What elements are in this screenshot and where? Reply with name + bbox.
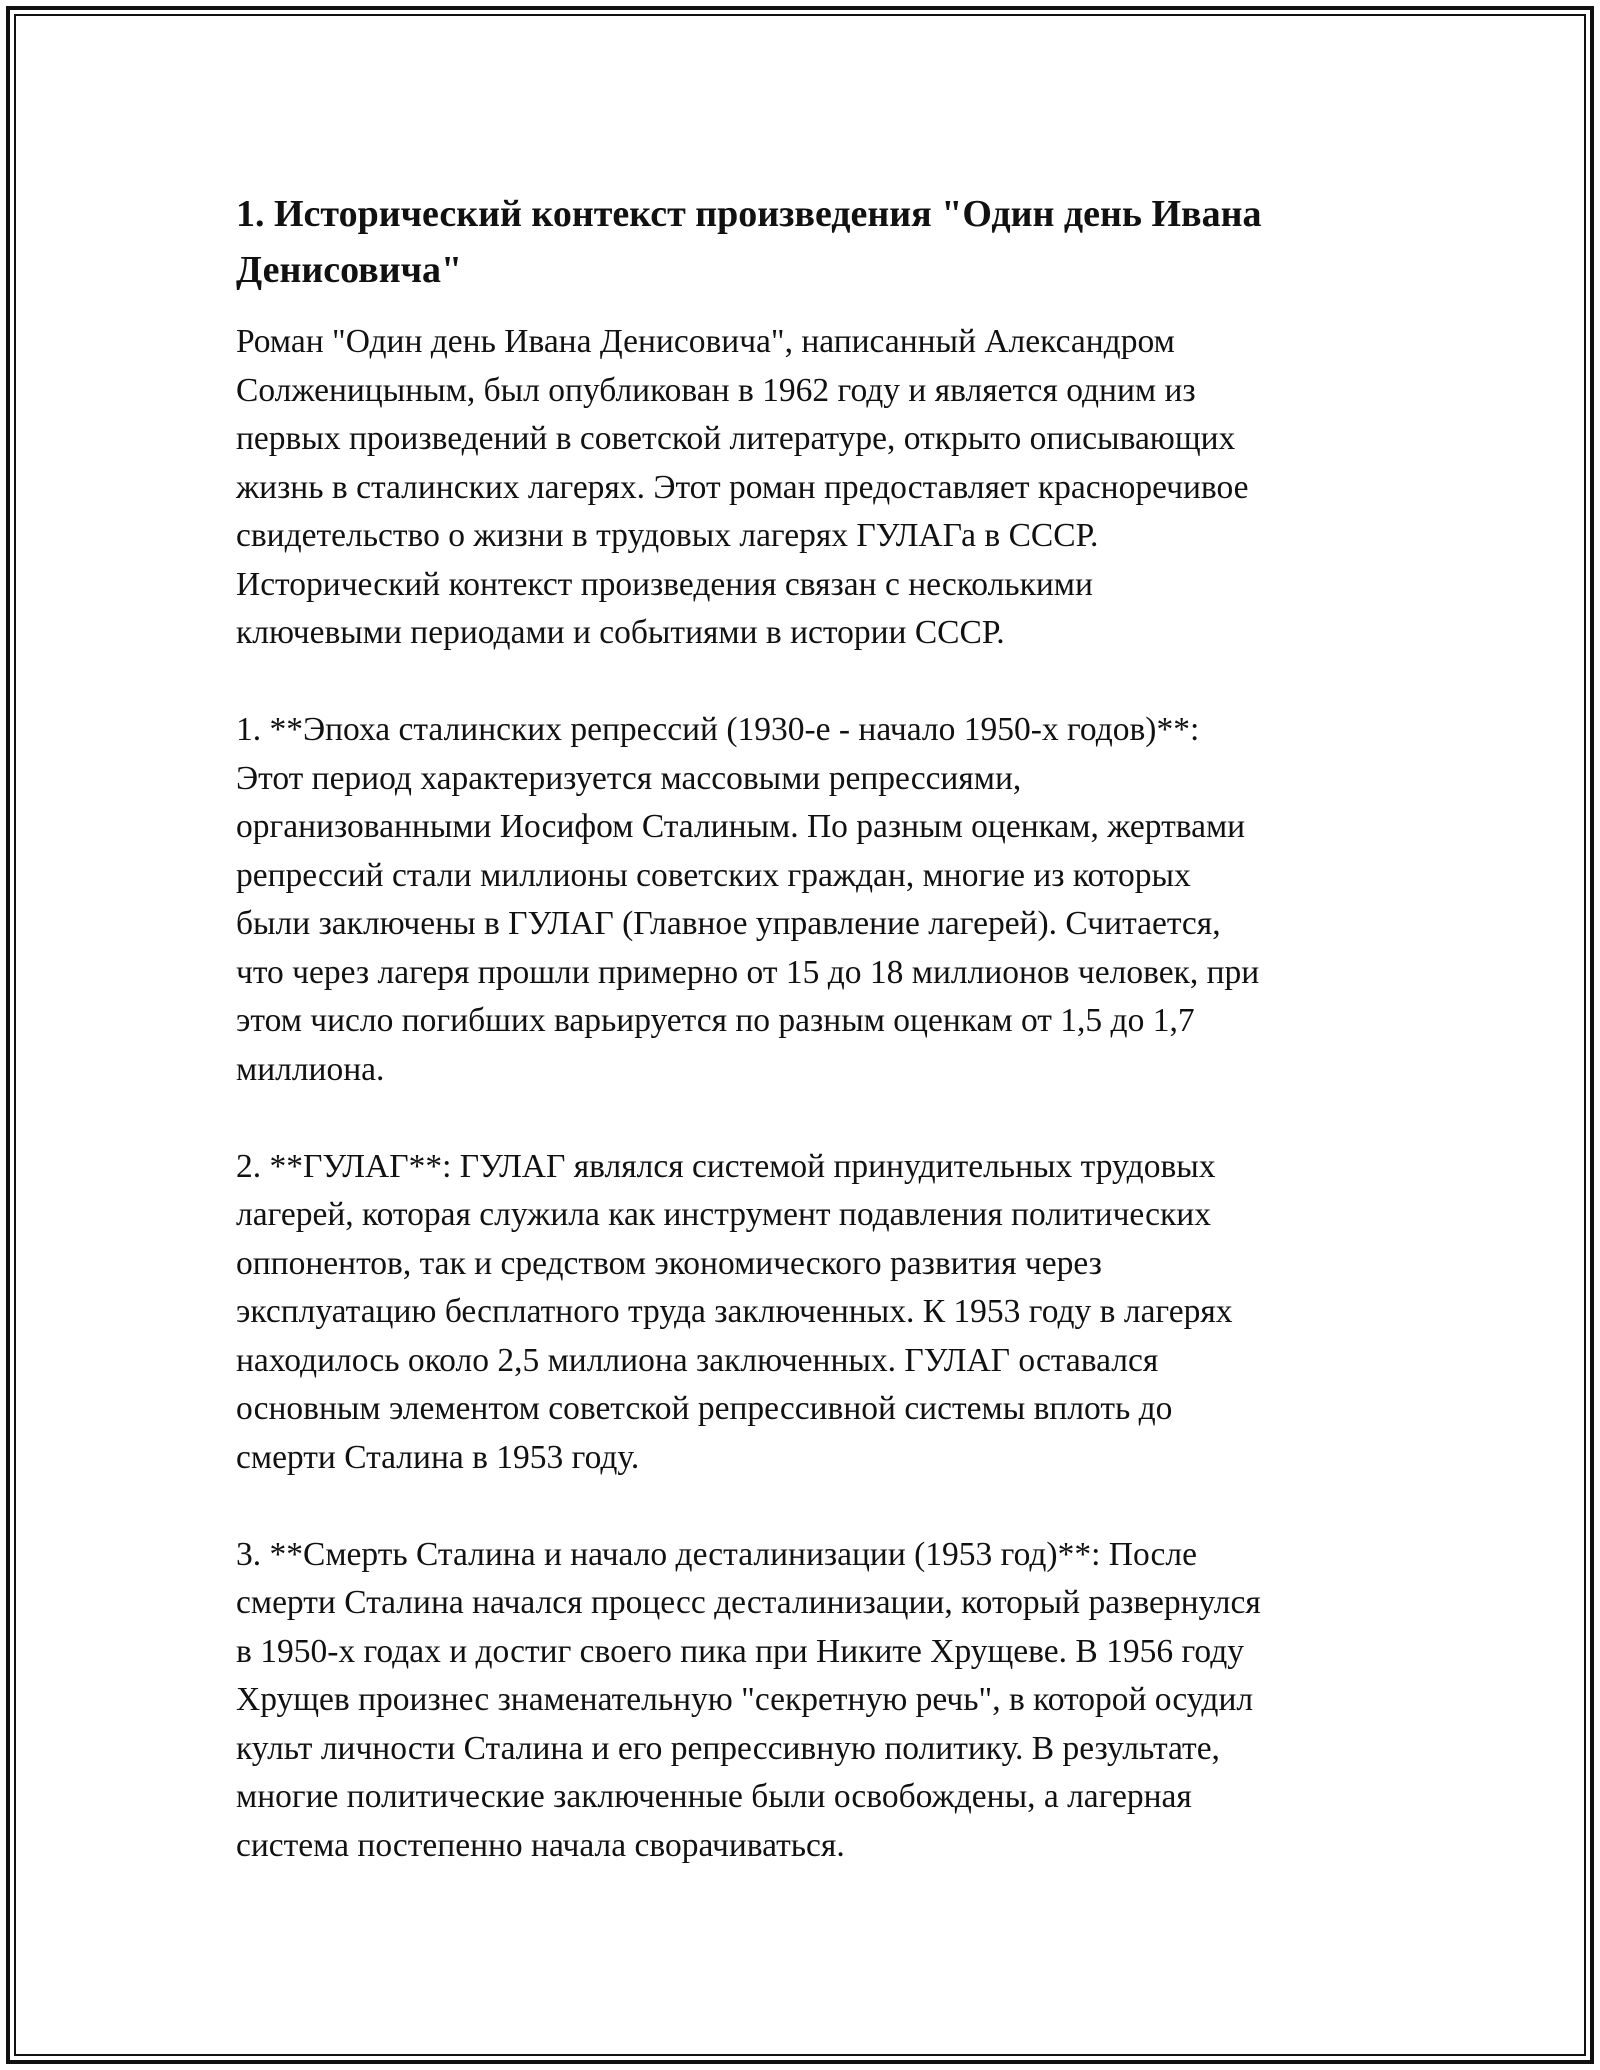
paragraph-item-2: 2. **ГУЛАГ**: ГУЛАГ являлся системой принудительных трудовых лагерей, которая служила как инструмент подавления политических оппонентов, так и средством экономического развития через эксплуатацию бесплатного труда заключенных. К 1953 году в лагерях находилось около 2,5 миллиона заключенных. ГУЛАГ оставался основным элементом советской репрессивной системы вплоть до смерти Сталина в 1953 году. <box>236 1147 1233 1476</box>
paragraph-item-3: 3. **Смерть Сталина и начало десталинизации (1953 год)**: После смерти Сталина начался процесс десталинизации, который развернулся в 1950-х годах и достиг своего пика при Никите Хрущеве. В 1956 году Хрущев произнес знаменательную "секретную речь", в которой осудил культ личности Сталина и его репрессивную политику. В результате, многие политические заключенные были освобождены, а лагерная система постепенно начала сворачиваться. <box>236 1535 1261 1864</box>
paragraph-item-1: 1. **Эпоха сталинских репрессий (1930-е - начало 1950-х годов)**: Этот период характеризуется массовыми репрессиями, организованными Иосифом Сталиным. По разным оценкам, жертвами репрессий стали миллионы советских граждан, многие из которых были заключены в ГУЛАГ (Главное управление лагерей). Считается, что через лагеря прошли примерно от 15 до 18 миллионов человек, при этом число погибших варьируется по разным оценкам от 1,5 до 1,7 миллиона. <box>236 711 1260 1088</box>
document-title: 1. Исторический контекст произведения "Один день Ивана Денисовича" <box>236 193 1262 291</box>
paragraph-intro: Роман "Один день Ивана Денисовича", написанный Александром Солженицыным, был опубликован в 1962 году и является одним из первых произведений в советской литературе, открыто описывающих жизнь в сталинских лагерях. Этот роман предоставляет красноречивое свидетельство о жизни в трудовых лагерях ГУЛАГа в СССР. Исторический контекст произведения связан с несколькими ключевыми периодами и событиями в истории СССР. <box>236 323 1249 651</box>
document-body <box>236 186 1386 1919</box>
